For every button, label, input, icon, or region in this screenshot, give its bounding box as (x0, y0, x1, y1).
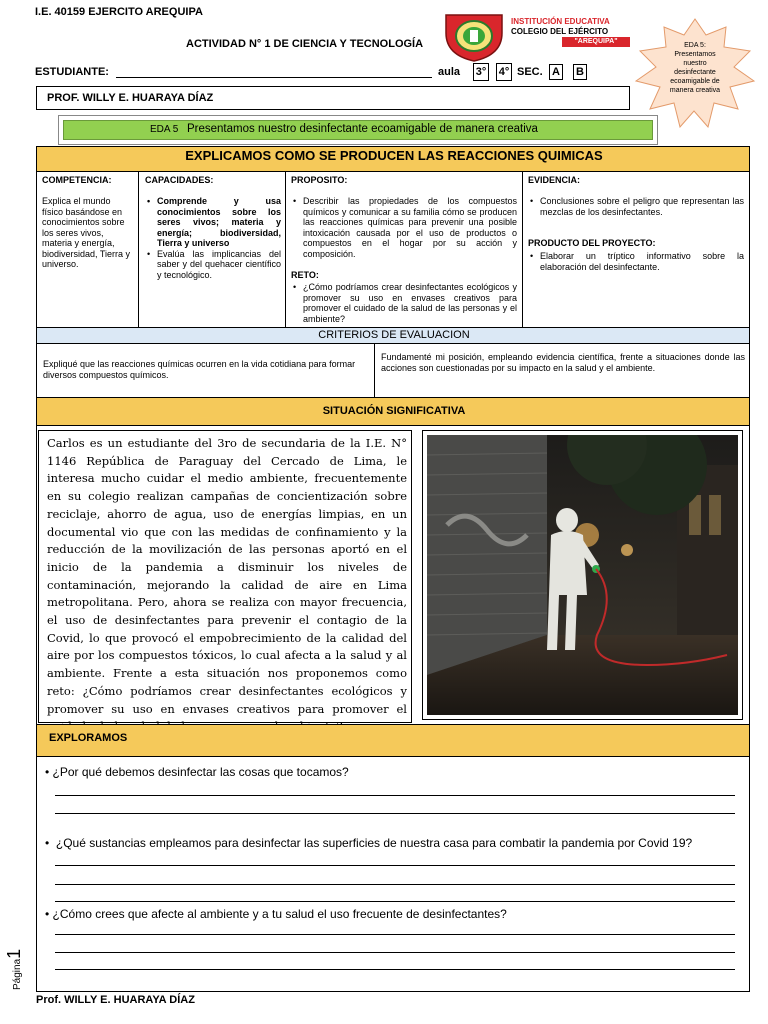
capacidades-heading: CAPACIDADES: (145, 175, 214, 185)
evidencia-heading: EVIDENCIA: (528, 175, 581, 185)
eda-banner-frame (58, 115, 658, 145)
eda-star-badge (634, 17, 756, 129)
activity-title: ACTIVIDAD N° 1 DE CIENCIA Y TECNOLOGÍA (186, 38, 424, 50)
producto-item: • Elaborar un tríptico informativo sobre la elaboración del desinfectante. (528, 251, 744, 272)
page-number: 1 (4, 948, 24, 959)
logo-line-2: COLEGIO DEL EJÉRCITO (511, 27, 609, 36)
answer-line[interactable] (55, 865, 735, 866)
footer-teacher: Prof. WILLY E. HUARAYA DÍAZ (36, 994, 195, 1006)
disinfection-photo-frame (422, 430, 743, 720)
competencia-text: Explica el mundo físico basándose en conocimientos sobre los seres vivos, materia y energía, biodiversidad, Tierra y universo. (42, 196, 131, 269)
question-3-text: ¿Cómo crees que afecte al ambiente y a tu salud el uso frecuente de desinfectantes? (52, 907, 507, 921)
capacidades-list (145, 196, 281, 280)
aula-label: aula (438, 66, 461, 78)
answer-line[interactable] (55, 884, 735, 885)
teacher-name: PROF. WILLY E. HUARAYA DÍAZ (47, 92, 214, 104)
sec-label: SEC. (517, 66, 543, 78)
evidencia-item: • Conclusiones sobre el peligro que representan las mezclas de los desinfectantes. (528, 196, 744, 217)
producto-heading: PRODUCTO DEL PROYECTO: (528, 238, 656, 248)
reto-heading: RETO: (291, 270, 319, 280)
proposito-list (291, 196, 517, 259)
school-code: I.E. 40159 EJERCITO AREQUIPA (35, 6, 203, 18)
criterio-left: Expliqué que las reacciones químicas ocurren en la vida cotidiana para formar diversos compuestos químicos. (43, 359, 356, 380)
exploramos-heading: EXPLORAMOS (49, 732, 128, 744)
criterio-right: Fundamenté mi posición, empleando evidencia científica, frente a situaciones donde las acciones son cuestionadas por su impacto en la salud y el ambiente. (381, 352, 745, 373)
sec-option-b[interactable]: B (573, 64, 587, 80)
exploramos-heading-row (36, 724, 750, 757)
question-1: • ¿Por qué debemos desinfectar las cosas que tocamos? (45, 765, 349, 779)
reto-list (291, 282, 517, 324)
capacidad-item: • Comprende y usa conocimientos sobre los seres vivos; materia y energía; biodiversidad, Tierra y universo (145, 196, 281, 249)
question-2-text: ¿Qué sustancias empleamos para desinfectar las superficies de nuestra casa para combatir la pandemia por Covid 19? (55, 836, 693, 850)
school-shield-logo (442, 11, 506, 63)
criterios-heading-row (36, 327, 750, 344)
answer-line[interactable] (55, 969, 735, 970)
producto-list (528, 251, 744, 272)
question-1-text: ¿Por qué debemos desinfectar las cosas que tocamos? (52, 765, 349, 779)
answer-line[interactable] (55, 795, 735, 796)
exploramos-section (36, 756, 750, 992)
situacion-text-box (38, 430, 412, 723)
logo-line-3: "AREQUIPA" (562, 37, 630, 47)
sec-option-a[interactable]: A (549, 64, 563, 80)
proposito-item: • Describir las propiedades de los compuestos químicos y comunicar a su familia cómo se producen las reacciones químicas para prevenir una posible intoxicación causada por el uso de productos o compuestos en el hogar por su acción y composición. (291, 196, 517, 259)
capacidad-item: • Evalúa las implicancias del saber y del quehacer científico y tecnológico. (145, 249, 281, 281)
logo-line-1: INSTITUCIÓN EDUCATIVA (511, 17, 610, 26)
answer-line[interactable] (55, 952, 735, 953)
star-text: EDA 5: Presentamos nuestro desinfectante ecoamigable de manera creativa (669, 42, 721, 94)
eda-banner-prefix: EDA 5 (150, 124, 179, 135)
criterios-row (36, 343, 750, 398)
competency-table (36, 171, 750, 328)
answer-line[interactable] (55, 813, 735, 814)
proposito-heading: PROPOSITO: (291, 175, 348, 185)
student-label: ESTUDIANTE: (35, 66, 109, 78)
page-label-text: Página (12, 958, 23, 990)
answer-line[interactable] (55, 901, 735, 902)
question-3: • ¿Cómo crees que afecte al ambiente y a tu salud el uso frecuente de desinfectantes? (45, 907, 507, 921)
reto-item: • ¿Cómo podríamos crear desinfectantes ecológicos y promover su uso en envases creativos para promover el cuidado de la salud de las personas y el ambiente? (291, 282, 517, 324)
answer-line[interactable] (55, 934, 735, 935)
competencia-heading: COMPETENCIA: (42, 175, 112, 185)
situacion-heading: SITUACIÓN SIGNIFICATIVA (322, 405, 466, 417)
page-label (4, 949, 25, 990)
evidencia-list (528, 196, 744, 217)
situacion-heading-row (36, 397, 750, 426)
teacher-box (36, 86, 630, 110)
situacion-text: Carlos es un estudiante del 3ro de secundaria de la I.E. N° 1146 República de Paraguay del Cercado de Lima, le interesa mucho cuidar el medio ambiente, frecuentemente en su colegio realizan campañas de concientización sobre reciclaje, ahorro de agua, uso de energías limpias, en un documental vio que con las medidas de confinamiento y la reducción de la movilización de las personas aportó en el inicio de la pandemia a disminuir los niveles de contaminación, mejorando la calidad de aire en Lima metropolitana. Pero, ahora se realiza con mayor frecuencia, el uso de desinfectantes para prevenir el contagio de la Covid, lo que provocó el empobrecimiento de la calidad del aire por los compuestos tóxicos, lo cual afecta a la salud y al ambiente. Frente a esta situación nos proponemos como reto: ¿Cómo podríamos crear desinfectantes ecológicos y promover su uso en envases creativos para promover el (47, 436, 407, 716)
disinfection-photo (427, 435, 738, 715)
eda-banner (63, 120, 653, 140)
aula-option-4[interactable]: 4° (496, 63, 512, 81)
student-name-line[interactable] (116, 77, 432, 78)
criterios-heading: CRITERIOS DE EVALUACION (318, 329, 470, 341)
main-title-row (36, 146, 750, 172)
main-title: EXPLICAMOS COMO SE PRODUCEN LAS REACCIONES QUIMICAS (185, 148, 603, 163)
question-2: • ¿Qué sustancias empleamos para desinfectar las superficies de nuestra casa para combatir la pandemia por Covid 19? (45, 836, 693, 850)
aula-option-3[interactable]: 3° (473, 63, 489, 81)
eda-banner-text: Presentamos nuestro desinfectante ecoamigable de manera creativa (187, 123, 538, 135)
